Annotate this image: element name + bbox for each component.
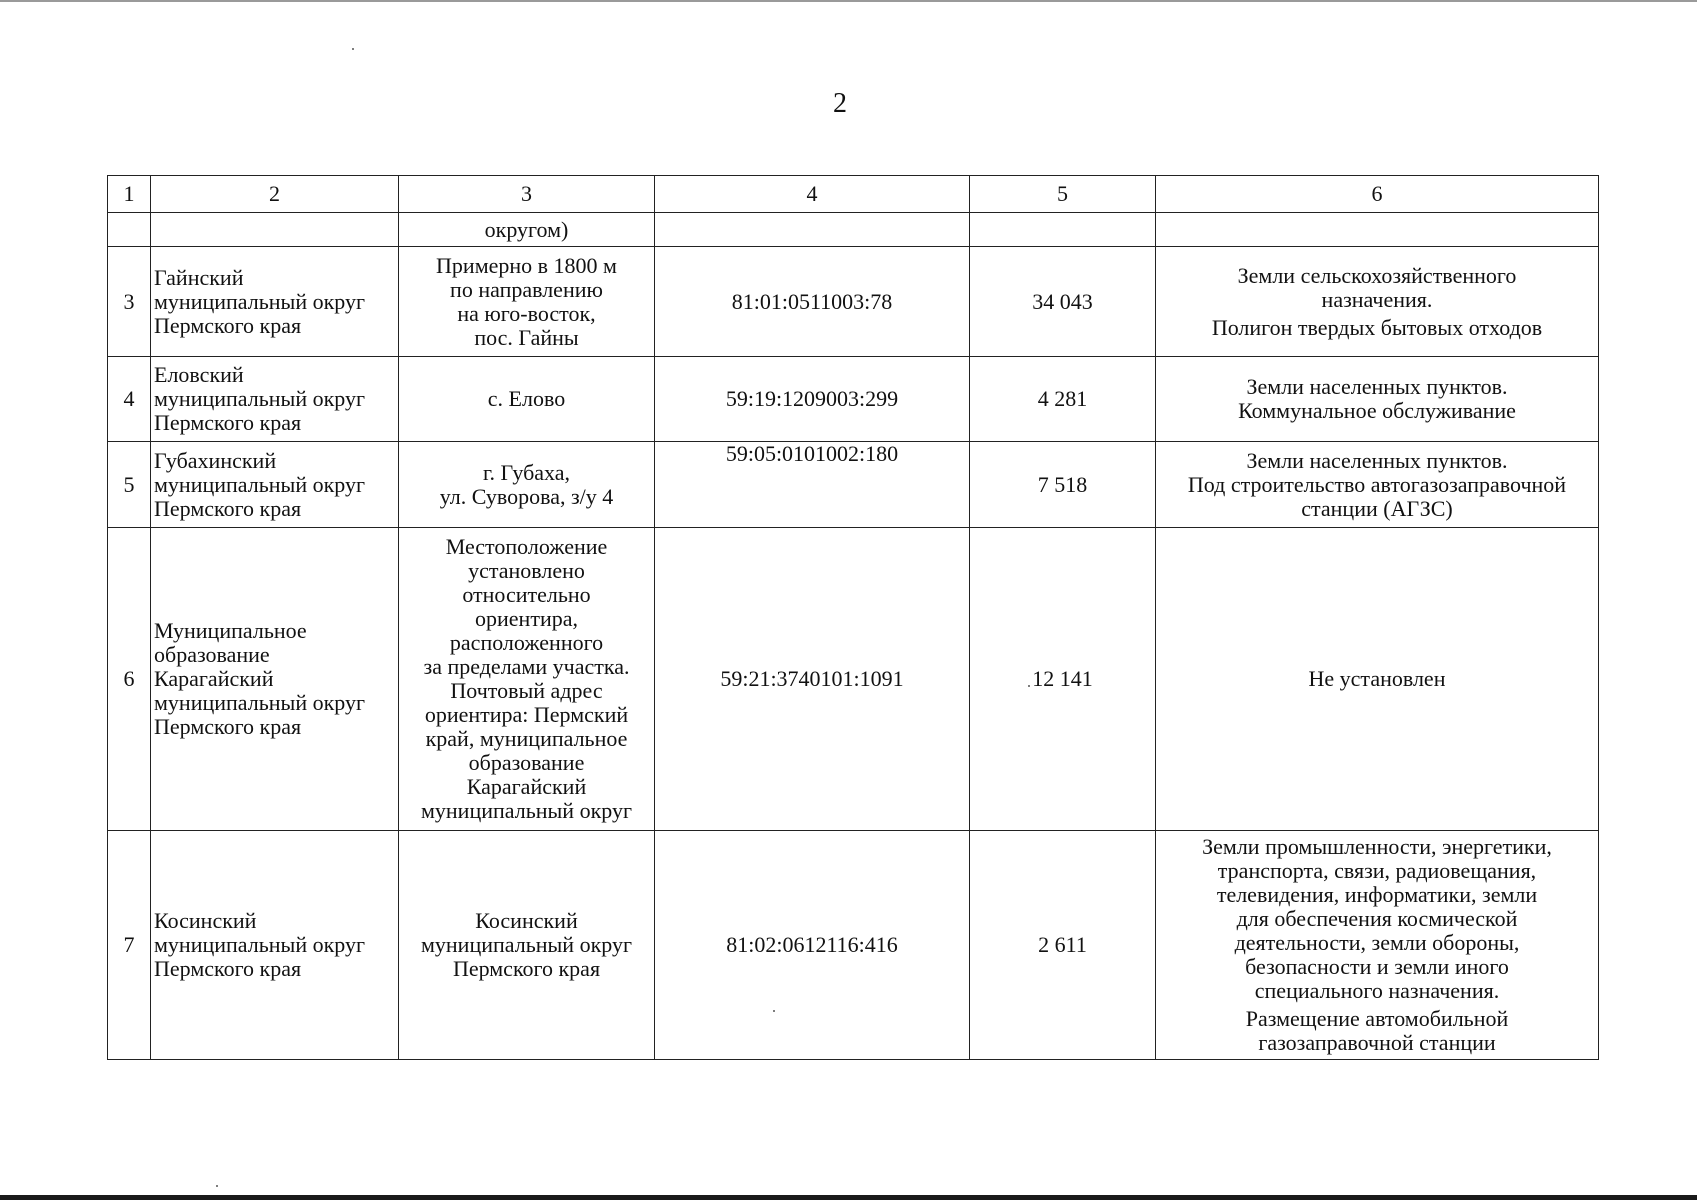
column-number-4: 4 (655, 176, 970, 213)
district-cell (151, 213, 399, 247)
category-cell (1156, 442, 1599, 528)
category-cell (1156, 831, 1599, 1060)
location-line: образование (468, 750, 585, 775)
table-row (108, 357, 1599, 442)
cadastral-number-cell: 59:19:1209003:299 (655, 357, 970, 442)
table-row (108, 831, 1599, 1060)
location-line: ул. Суворова, з/у 4 (439, 483, 614, 509)
scan-speck (352, 48, 354, 50)
area-cell: 4 281 (970, 357, 1156, 442)
location-line: пос. Гайны (474, 324, 579, 350)
category-paragraph (1160, 316, 1594, 340)
column-number-2: 2 (151, 176, 399, 213)
cadastral-number-cell (655, 213, 970, 247)
land-plots-table (107, 175, 1599, 1060)
district-cell (151, 831, 399, 1060)
location-cell (399, 357, 655, 442)
location-line: округом) (484, 216, 569, 242)
category-paragraph (1160, 264, 1594, 312)
column-number-3: 3 (399, 176, 655, 213)
district-line: Пермского края (154, 956, 302, 981)
column-number-6: 6 (1156, 176, 1599, 213)
location-cell (399, 247, 655, 357)
area-cell: 2 611 (970, 831, 1156, 1060)
district-line: Пермского края (154, 495, 302, 521)
location-line: расположенного (449, 630, 604, 655)
district-cell (151, 357, 399, 442)
category-cell (1156, 357, 1599, 442)
column-number-row (108, 176, 1599, 213)
category-line: назначения. (1321, 286, 1433, 312)
table-row (108, 247, 1599, 357)
category-line: Под строительство автогазозаправочной (1187, 471, 1567, 497)
cadastral-number-cell: 81:01:0511003:78 (655, 247, 970, 357)
category-paragraph (1160, 667, 1594, 691)
location-cell (399, 213, 655, 247)
category-line: Земли промышленности, энергетики, (1202, 834, 1552, 859)
row-number-cell: 5 (108, 442, 151, 528)
row-number-cell: 3 (108, 247, 151, 357)
cadastral-number-cell: 81:02:0612116:416 (655, 831, 970, 1060)
category-line: Земли населенных пунктов. (1246, 374, 1508, 399)
category-paragraph (1160, 375, 1594, 423)
category-paragraph (1160, 1007, 1594, 1055)
scan-bottom-edge (0, 1195, 1697, 1200)
scan-speck (216, 1185, 218, 1187)
location-line: ориентира: Пермский (424, 702, 629, 727)
district-line: Еловский (154, 362, 244, 387)
category-line: станции (АГЗС) (1301, 495, 1453, 521)
category-line: деятельности, земли обороны, (1234, 930, 1520, 955)
location-line: Почтовый адрес (450, 678, 603, 703)
location-cell (399, 528, 655, 831)
column-number-5: 5 (970, 176, 1156, 213)
location-line: за пределами участка. (423, 654, 630, 679)
category-line: безопасности и земли иного (1245, 954, 1509, 979)
district-line: Карагайский (154, 666, 274, 691)
location-line: Местоположение (445, 534, 608, 559)
district-line: муниципальный округ (154, 932, 366, 957)
category-line: Не установлен (1308, 666, 1446, 691)
location-line: Косинский (475, 908, 578, 933)
district-cell (151, 442, 399, 528)
district-cell (151, 528, 399, 831)
location-line: г. Губаха, (482, 459, 571, 485)
location-line: Примерно в 1800 м (436, 252, 617, 278)
district-line: Гайнский (154, 264, 244, 290)
category-cell (1156, 247, 1599, 357)
scan-speck (1028, 685, 1030, 687)
category-line: транспорта, связи, радиовещания, (1217, 858, 1537, 883)
row-number-cell (108, 213, 151, 247)
location-line: на юго-восток, (457, 300, 596, 326)
location-line: Карагайский (466, 774, 587, 799)
category-paragraph (1160, 449, 1594, 521)
district-line: муниципальный округ (154, 471, 366, 497)
location-line: Пермского края (452, 956, 601, 981)
row-number-cell: 7 (108, 831, 151, 1060)
district-line: Пермского края (154, 410, 302, 435)
category-line: телевидения, информатики, земли (1216, 882, 1538, 907)
scan-speck (773, 1010, 775, 1012)
district-line: Муниципальное (154, 618, 307, 643)
table-row (108, 528, 1599, 831)
district-line: муниципальный округ (154, 386, 366, 411)
area-cell: 34 043 (970, 247, 1156, 357)
category-line: Коммунальное обслуживание (1238, 398, 1516, 423)
table-body (108, 176, 1599, 1060)
row-number-cell: 6 (108, 528, 151, 831)
row-number-cell: 4 (108, 357, 151, 442)
location-line: ориентира, (475, 606, 578, 631)
category-line: Земли сельскохозяйственного (1237, 262, 1517, 288)
area-cell: 12 141 (970, 528, 1156, 831)
category-cell (1156, 213, 1599, 247)
district-line: Косинский (154, 908, 257, 933)
location-line: край, муниципальное (425, 726, 628, 751)
district-line: Губахинский (154, 447, 277, 473)
category-paragraph (1160, 835, 1594, 1003)
cadastral-number-cell: 59:05:0101002:180 (655, 442, 970, 528)
district-cell (151, 247, 399, 357)
location-line: муниципальный округ (420, 932, 632, 957)
district-line: образование (154, 642, 270, 667)
page-number: 2 (833, 88, 847, 119)
location-line: по направлению (450, 276, 603, 302)
district-line: Пермского края (154, 714, 302, 739)
category-line: Земли населенных пунктов. (1246, 447, 1508, 473)
area-cell (970, 213, 1156, 247)
table-row (108, 442, 1599, 528)
scan-top-edge (0, 0, 1697, 2)
location-line: муниципальный округ (420, 798, 632, 823)
category-cell (1156, 528, 1599, 831)
district-line: муниципальный округ (154, 288, 366, 314)
cadastral-number-cell: 59:21:3740101:1091 (655, 528, 970, 831)
category-line: Размещение автомобильной (1245, 1006, 1509, 1031)
location-line: относительно (462, 582, 591, 607)
location-cell (399, 442, 655, 528)
location-line: с. Елово (487, 386, 566, 411)
category-line: специального назначения. (1254, 978, 1500, 1003)
location-cell (399, 831, 655, 1060)
category-line: для обеспечения космической (1236, 906, 1518, 931)
column-number-1: 1 (108, 176, 151, 213)
category-line: газозаправочной станции (1258, 1030, 1496, 1055)
location-line: установлено (468, 558, 585, 583)
district-line: Пермского края (154, 312, 302, 338)
district-line: муниципальный округ (154, 690, 366, 715)
category-line: Полигон твердых бытовых отходов (1211, 314, 1543, 340)
area-cell: 7 518 (970, 442, 1156, 528)
continuation-row (108, 213, 1599, 247)
